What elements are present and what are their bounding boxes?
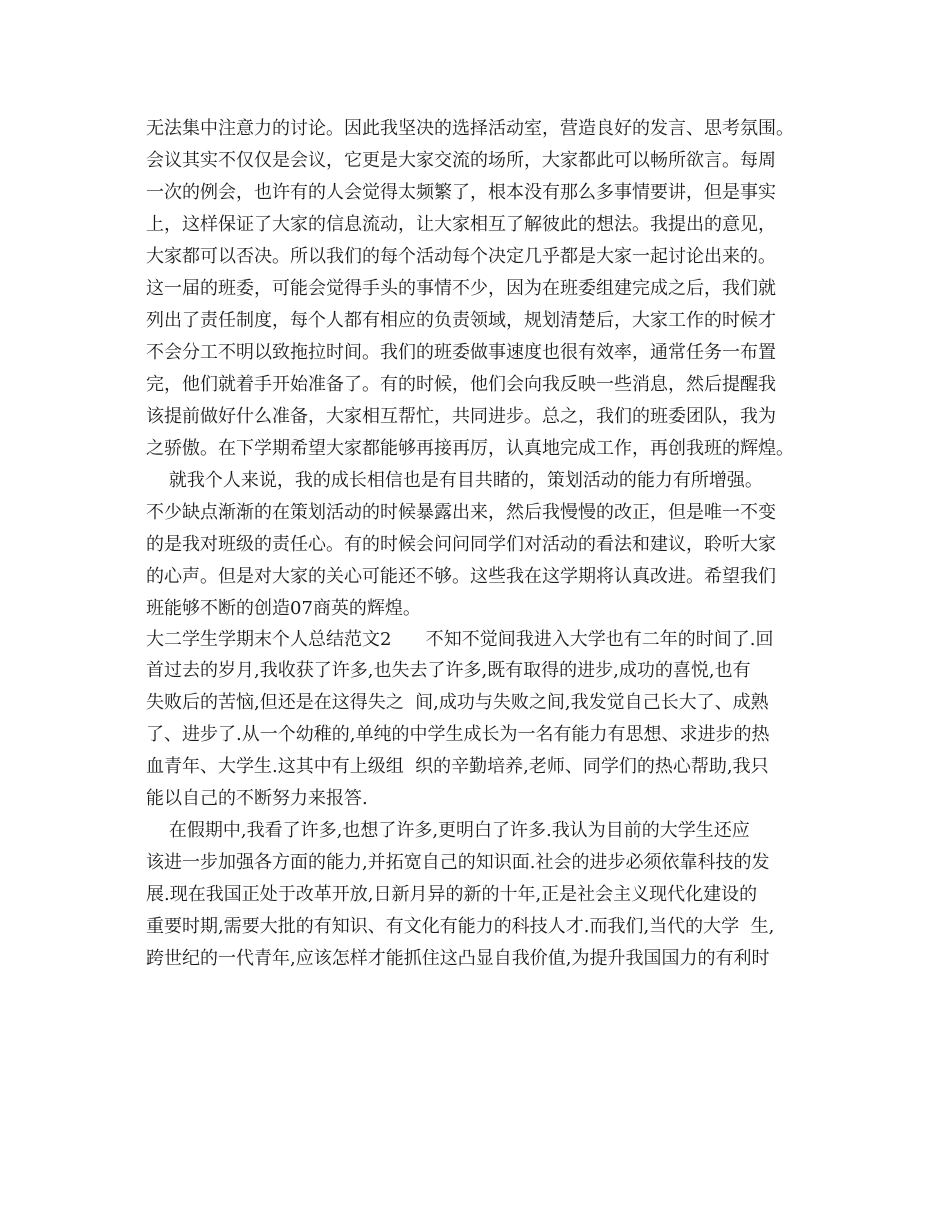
text-line: 列出了责任制度，每个人都有相应的负责领域，规划清楚后，大家工作的时候才 [146,310,776,331]
text-line: 的心声。但是对大家的关心可能还不够。这些我在这学期将认真改进。希望我们 [146,566,776,587]
text-line: 展.现在我国正处于改革开放,日新月异的新的十年,正是社会主义现代化建设的 [146,884,758,905]
section-title-line: 大二学生学期末个人总结范文2 不知不觉间我进入大学也有二年的时间了.回 [146,629,774,650]
paragraph-start-line: 就我个人来说，我的成长相信也是有目共睹的，策划活动的能力有所增强。 [146,470,763,491]
text-line: 会议其实不仅仅是会议，它更是大家交流的场所，大家都此可以畅所欲言。每周 [146,150,776,171]
text-line: 之骄傲。在下学期希望大家都能够再接再厉，认真地完成工作，再创我班的辉煌。 [146,438,794,459]
text-line: 一次的例会，也许有的人会觉得太频繁了，根本没有那么多事情要讲，但是事实 [146,182,776,203]
text-line: 无法集中注意力的讨论。因此我坚决的选择活动室，营造良好的发言、思考氛围。 [146,118,794,139]
text-line: 上，这样保证了大家的信息流动，让大家相互了解彼此的想法。我提出的意见， [146,214,776,235]
document-body [146,113,806,975]
paragraph-start-line: 在假期中,我看了许多,也想了许多,更明白了许多.我认为目前的大学生还应 [146,820,750,841]
text-line: 不少缺点渐渐的在策划活动的时候暴露出来，然后我慢慢的改正，但是唯一不变 [146,502,776,523]
text-line: 大家都可以否决。所以我们的每个活动每个决定几乎都是大家一起讨论出来的。 [146,246,776,267]
text-line: 该提前做好什么准备，大家相互帮忙，共同进步。总之，我们的班委团队，我为 [146,406,776,427]
text-line: 重要时期,需要大批的有知识、有文化有能力的科技人才.而我们,当代的大学 生, [146,916,775,937]
text-line: 首过去的岁月,我收获了许多,也失去了许多,既有取得的进步,成功的喜悦,也有 [146,660,751,681]
text-line: 了、进步了.从一个幼稚的,单纯的中学生成长为一名有能力有思想、求进步的热 [146,724,770,745]
text-line: 这一届的班委，可能会觉得手头的事情不少，因为在班委组建完成之后，我们就 [146,278,776,299]
text-line: 不会分工不明以致拖拉时间。我们的班委做事速度也很有效率，通常任务一布置 [146,342,776,363]
text-line: 失败后的苦恼,但还是在这得失之 间,成功与失败之间,我发觉自己长大了、成熟 [146,692,769,713]
text-line: 班能够不断的创造07商英的辉煌。 [146,598,421,619]
text-line: 的是我对班级的责任心。有的时候会问问同学们对活动的看法和建议，聆听大家 [146,534,776,555]
text-line: 血青年、大学生.这其中有上级组 织的辛勤培养,老师、同学们的热心帮助,我只 [146,756,769,777]
text-line: 跨世纪的一代青年,应该怎样才能抓住这凸显自我价值,为提升我国国力的有利时 [146,948,770,969]
text-line: 该进一步加强各方面的能力,并拓宽自己的知识面.社会的进步必须依靠科技的发 [146,852,770,873]
text-line: 完，他们就着手开始准备了。有的时候，他们会向我反映一些消息，然后提醒我 [146,374,776,395]
text-line: 能以自己的不断努力来报答. [146,788,368,809]
